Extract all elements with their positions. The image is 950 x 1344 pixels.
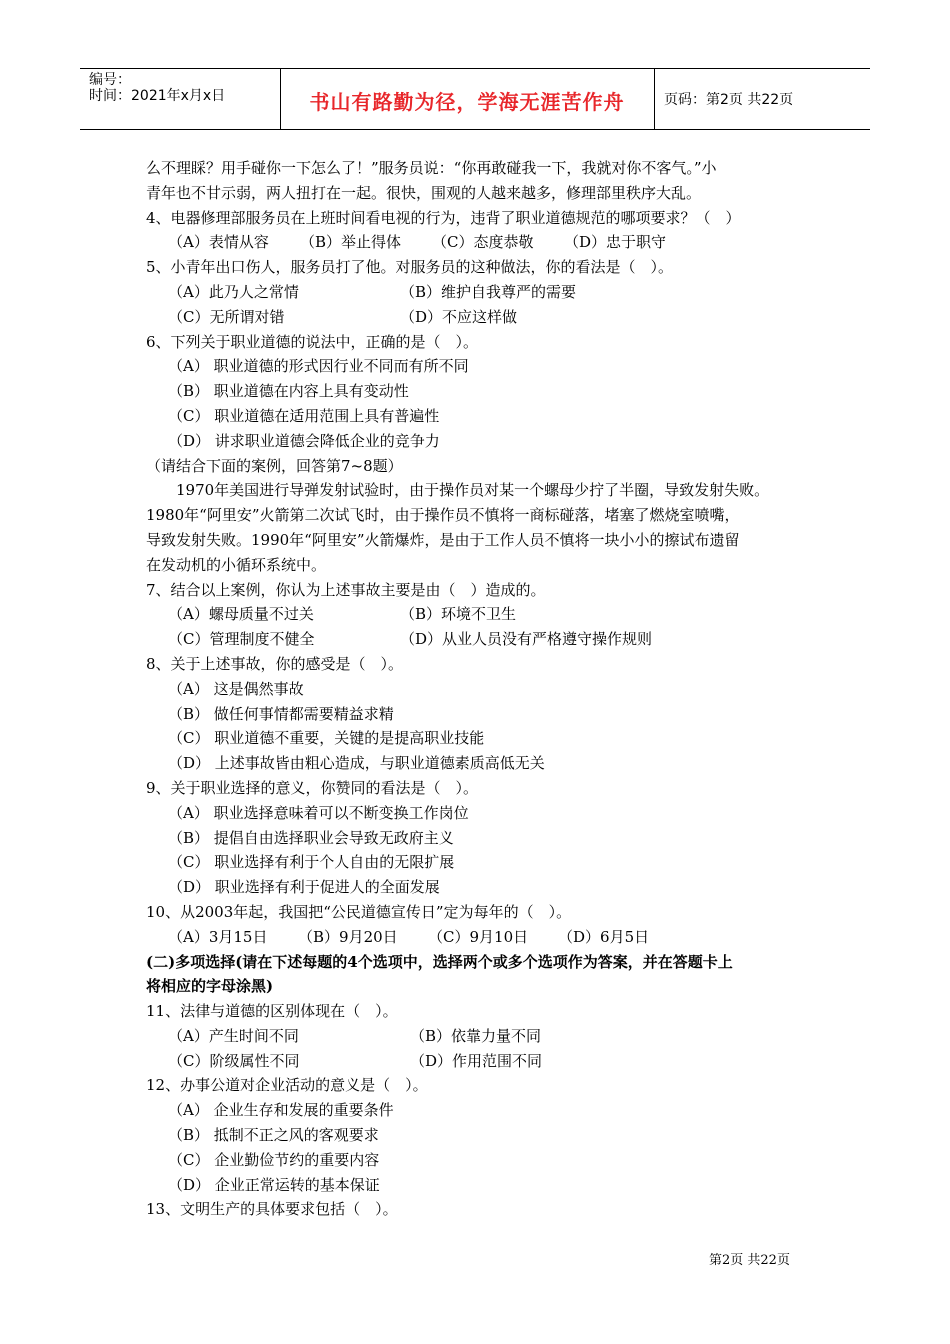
header-info bbox=[80, 69, 281, 129]
header-motto-cell bbox=[280, 69, 655, 129]
options-row bbox=[146, 925, 810, 950]
options-row bbox=[146, 1024, 810, 1049]
question-5: 5、小青年出口伤人，服务员打了他。对服务员的这种做法，你的看法是（ ）。 bbox=[146, 258, 674, 277]
option-a: （A） 职业道德的形式因行业不同而有所不同 bbox=[168, 357, 469, 376]
case-line: 1970年美国进行导弹发射试验时，由于操作员对某一个螺母少拧了半圈，导致发射失败。 bbox=[146, 481, 770, 500]
option-a: （A）产生时间不同 bbox=[168, 1026, 299, 1045]
question-9: 9、关于职业选择的意义，你赞同的看法是（ ）。 bbox=[146, 778, 479, 797]
option-d: （D）忠于职守 bbox=[564, 233, 667, 252]
options-row bbox=[146, 230, 810, 255]
option-d: （D） 讲求职业道德会降低企业的竞争力 bbox=[168, 431, 440, 450]
option-d: （D） 企业正常运转的基本保证 bbox=[168, 1175, 380, 1194]
option-c: （C） 职业选择有利于个人自由的无限扩展 bbox=[168, 853, 455, 872]
option-a: （A） 这是偶然事故 bbox=[168, 679, 304, 698]
section-heading-cont: 将相应的字母涂黑) bbox=[146, 977, 274, 996]
case-line: 导致发射失败。1990年“阿里安”火箭爆炸，是由于工作人员不慎将一块小小的擦试布遗留 bbox=[146, 530, 740, 549]
paragraph-line: 青年也不甘示弱，两人扭打在一起。很快，围观的人越来越多，修理部里秩序大乱。 bbox=[146, 183, 702, 202]
header-page-cell bbox=[654, 69, 870, 129]
page-footer: 第2页 共22页 bbox=[709, 1253, 790, 1268]
option-c: （C）9月10日 bbox=[428, 927, 529, 946]
option-c: （C） 职业道德在适用范围上具有普遍性 bbox=[168, 406, 440, 425]
option-d: （D） 职业选择有利于促进人的全面发展 bbox=[168, 878, 440, 897]
options-row bbox=[146, 627, 810, 652]
option-c: （C）管理制度不健全 bbox=[168, 630, 315, 649]
option-c: （C）态度恭敬 bbox=[432, 233, 534, 252]
paragraph-line: 么不理睬？用手碰你一下怎么了！”服务员说：“你再敢碰我一下，我就对你不客气。”小 bbox=[146, 159, 717, 177]
options-row bbox=[146, 1049, 810, 1074]
options-row bbox=[146, 602, 810, 627]
option-a: （A） 职业选择意味着可以不断变换工作岗位 bbox=[168, 803, 469, 822]
option-b: （B）环境不卫生 bbox=[400, 605, 517, 624]
option-b: （B）维护自我尊严的需要 bbox=[400, 282, 577, 301]
options-row bbox=[146, 280, 810, 305]
option-a: （A）3月15日 bbox=[168, 927, 268, 946]
question-8: 8、关于上述事故，你的感受是（ ）。 bbox=[146, 654, 404, 673]
question-10: 10、从2003年起，我国把“公民道德宣传日”定为每年的（ ）。 bbox=[146, 902, 572, 921]
option-c: （C） 职业道德不重要，关键的是提高职业技能 bbox=[168, 729, 485, 748]
section-heading: (二)多项选择(请在下述每题的4个选项中，选择两个或多个选项作为答案，并在答题卡上 bbox=[146, 952, 733, 971]
option-b: （B） 抵制不正之风的客观要求 bbox=[168, 1126, 379, 1145]
option-a: （A）螺母质量不过关 bbox=[168, 605, 314, 624]
page-header bbox=[80, 68, 870, 130]
case-line: 在发动机的小循环系统中。 bbox=[146, 555, 327, 574]
case-line: 1980年“阿里安”火箭第二次试飞时，由于操作员不慎将一商标碰落，堵塞了燃烧室喷嘴， bbox=[146, 506, 740, 525]
option-b: （B）依靠力量不同 bbox=[410, 1026, 542, 1045]
option-a: （A）表情从容 bbox=[168, 233, 269, 252]
case-intro: （请结合下面的案例，回答第7~8题） bbox=[146, 456, 403, 475]
doc-number-label: 编号： bbox=[89, 72, 131, 88]
question-12: 12、办事公道对企业活动的意义是（ ）。 bbox=[146, 1076, 428, 1095]
option-b: （B） 做任何事情都需要精益求精 bbox=[168, 704, 394, 723]
option-d: （D）不应这样做 bbox=[400, 307, 518, 326]
option-b: （B） 职业道德在内容上具有变动性 bbox=[168, 382, 409, 401]
option-d: （D）6月5日 bbox=[558, 927, 650, 946]
option-c: （C） 企业勤俭节约的重要内容 bbox=[168, 1150, 380, 1169]
question-4: 4、电器修理部服务员在上班时间看电视的行为，违背了职业道德规范的哪项要求？（ ） bbox=[146, 208, 741, 227]
header-motto: 书山有路勤为径，学海无涯苦作舟 bbox=[309, 90, 625, 114]
option-b: （B）举止得体 bbox=[300, 233, 402, 252]
option-c: （C）无所谓对错 bbox=[168, 307, 285, 326]
question-7: 7、结合以上案例，你认为上述事故主要是由（ ）造成的。 bbox=[146, 580, 546, 599]
option-a: （A） 企业生存和发展的重要条件 bbox=[168, 1101, 394, 1120]
doc-date: 时间：2021年x月x日 bbox=[89, 88, 226, 104]
option-d: （D） 上述事故皆由粗心造成，与职业道德素质高低无关 bbox=[168, 754, 545, 773]
option-b: （B） 提倡自由选择职业会导致无政府主义 bbox=[168, 828, 454, 847]
question-6: 6、下列关于职业道德的说法中，正确的是（ ）。 bbox=[146, 332, 479, 351]
document-body bbox=[146, 156, 810, 1222]
option-b: （B）9月20日 bbox=[298, 927, 398, 946]
option-c: （C）阶级属性不同 bbox=[168, 1051, 300, 1070]
question-13: 13、文明生产的具体要求包括（ ）。 bbox=[146, 1200, 398, 1219]
options-row bbox=[146, 305, 810, 330]
option-d: （D）从业人员没有严格遵守操作规则 bbox=[400, 630, 653, 649]
option-a: （A）此乃人之常情 bbox=[168, 282, 299, 301]
header-page-info: 页码：第2页 共22页 bbox=[664, 92, 794, 108]
question-11: 11、法律与道德的区别体现在（ ）。 bbox=[146, 1002, 398, 1021]
option-d: （D）作用范围不同 bbox=[410, 1051, 543, 1070]
